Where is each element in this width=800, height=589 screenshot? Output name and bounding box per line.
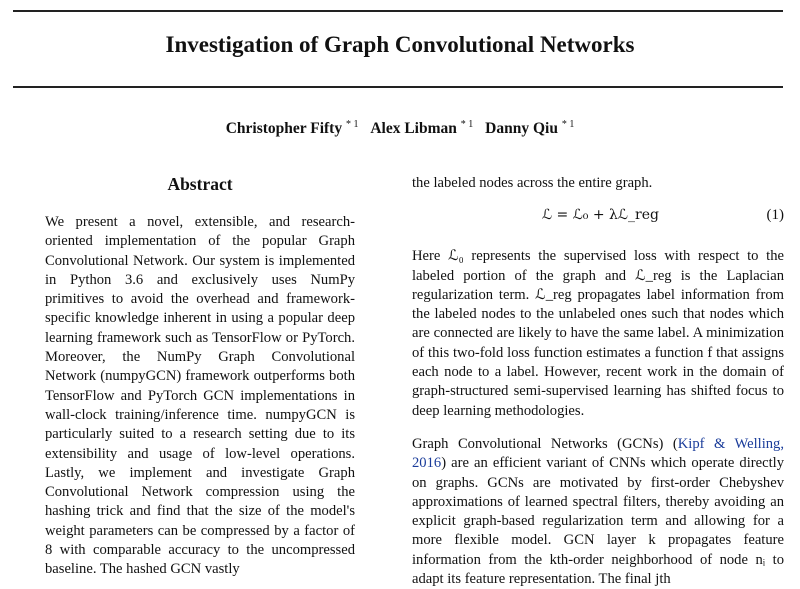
loss-paragraph: Here ℒ₀ represents the supervised loss with respect to the labeled portion of the graph and ℒ_reg is the Laplacian regularization term. ℒ_reg propagates label information from the labeled nodes to the unlabeled ones such that nodes which are connected are likely to have the same label. A minimization of this two-fold loss function estimates a function f that assigns each node to a label. However, recent work in the domain of graph-structured semi-supervised learning has shifted focus to deep learning methodologies. bbox=[412, 248, 784, 419]
gcn-rest-text: ) are an efficient variant of CNNs which operate directly on graphs. GCNs are motivated by first-order Chebyshev approximations of learned spectral filters, thereby avoiding an explicit graph-based regularization term and allowing for a more flexible model. GCN layer k propagates feature information from the kth-order neighborhood of node nᵢ to adapt its feature representation. The final jth bbox=[412, 455, 784, 588]
citation-link[interactable]: Kipf & Welling, 2016 bbox=[412, 435, 785, 472]
right-column bbox=[412, 174, 784, 589]
author-affiliation: * 1 bbox=[345, 119, 359, 130]
author bbox=[485, 120, 574, 137]
author-affiliation: * 1 bbox=[460, 119, 474, 130]
title-rule-bottom bbox=[13, 86, 783, 88]
author-name: Alex Libman bbox=[370, 120, 457, 138]
gcn-lead-text: Graph Convolutional Networks (GCNs) ( bbox=[412, 435, 678, 452]
gcn-paragraph bbox=[412, 435, 784, 589]
author-name: Christopher Fifty bbox=[225, 120, 343, 138]
abstract-heading: Abstract bbox=[167, 174, 233, 194]
equation-expression: ℒ = ℒ₀ + λℒ_reg bbox=[542, 207, 659, 224]
author-affiliation: * 1 bbox=[561, 119, 575, 130]
abstract-text: We present a novel, extensible, and research-oriented implementation of the popular Graph Convolutional Network. Our system is implemented in Python 3.6 and exclusively uses NumPy primitives to avoid the overhead and framework-specific knowledge inherent in using a popular deep learning framework such as TensorFlow or PyTorch. Moreover, the NumPy Graph Convolutional Network (numpyGCN) framework outperforms both TensorFlow and PyTorch GCN implementations in wall-clock training/inference time. numpyGCN is particularly suited to a research setting due to its extensibility and usage of low-level operations. Lastly, we implement and investigate Graph Convolutional Network compression using the hashing trick and find that the size of the model's weight parameters can be compressed by a factor of 8 with comparable accuracy to the uncompressed baseline. The hashed GCN vastly bbox=[45, 214, 355, 578]
author-name: Danny Qiu bbox=[485, 120, 558, 138]
author-list bbox=[0, 119, 800, 138]
left-column bbox=[45, 174, 355, 580]
intro-text: the labeled nodes across the entire graph. bbox=[412, 175, 653, 191]
equation-number: (1) bbox=[766, 207, 784, 224]
paper-title: Investigation of Graph Convolutional Networks bbox=[165, 32, 635, 57]
equation bbox=[412, 207, 784, 231]
title-rule-top bbox=[13, 10, 783, 12]
author bbox=[370, 120, 473, 137]
author bbox=[226, 120, 359, 137]
